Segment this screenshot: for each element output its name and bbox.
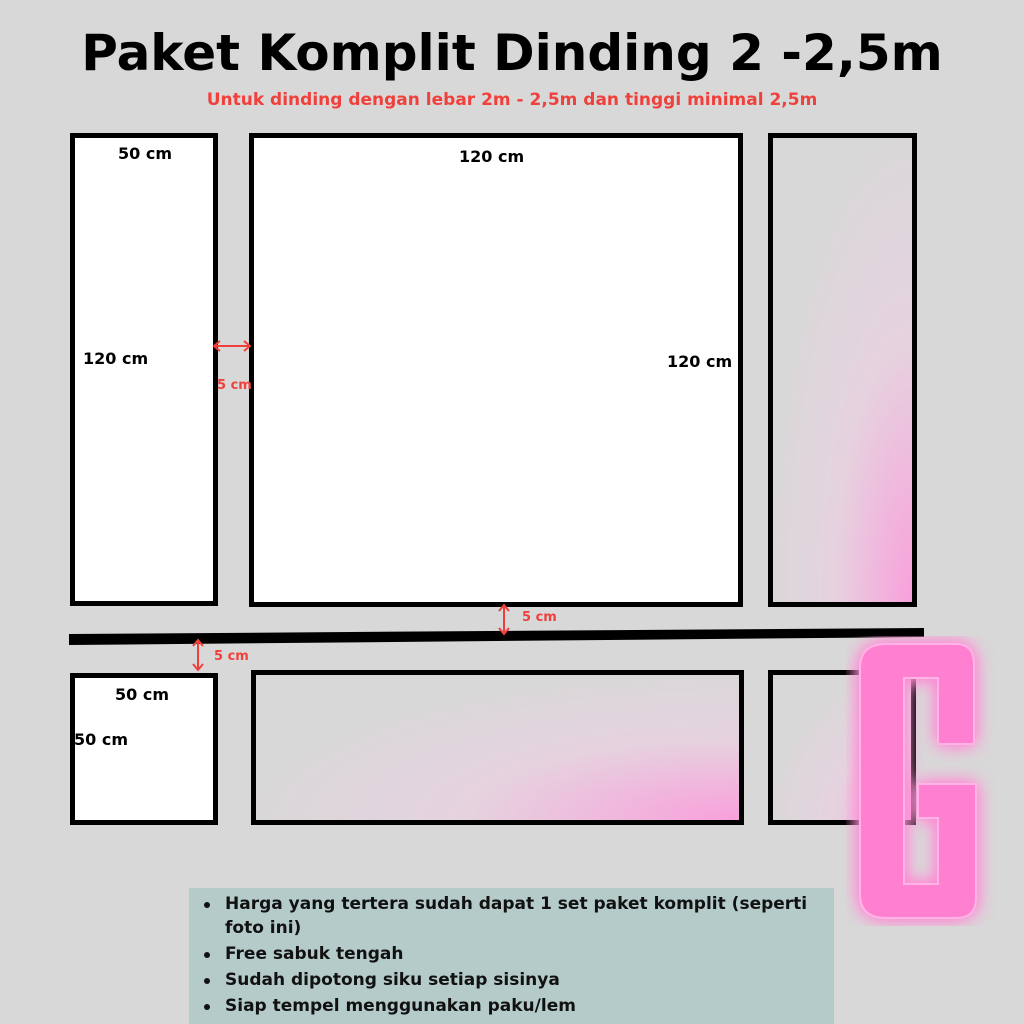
label-belt-to-bottom-gap: 5 cm bbox=[214, 649, 249, 664]
label-left-bottom-width: 50 cm bbox=[115, 685, 169, 704]
label-left-bottom-height: 50 cm bbox=[74, 730, 128, 749]
notes-box bbox=[189, 888, 834, 1024]
note-item: Siap tempel menggunakan paku/lem bbox=[225, 994, 824, 1018]
page-subtitle: Untuk dinding dengan lebar 2m - 2,5m dan tinggi minimal 2,5m bbox=[206, 90, 818, 110]
arrow-belt-to-bottom-gap bbox=[193, 640, 203, 670]
note-item: Free sabuk tengah bbox=[225, 942, 824, 966]
notes-list bbox=[225, 892, 824, 1018]
arrow-top-to-belt-gap bbox=[499, 605, 509, 634]
note-item: Sudah dipotong siku setiap sisinya bbox=[225, 968, 824, 992]
label-left-top-height: 120 cm bbox=[83, 349, 149, 368]
label-top-to-belt-gap: 5 cm bbox=[522, 610, 557, 625]
label-center-top-width: 120 cm bbox=[459, 147, 525, 166]
label-left-top-width: 50 cm bbox=[118, 144, 172, 163]
g-logo-icon bbox=[846, 636, 996, 926]
arrow-horizontal-gap bbox=[214, 341, 250, 351]
label-horizontal-gap: 5 cm bbox=[217, 378, 252, 393]
note-item: Harga yang tertera sudah dapat 1 set paket komplit (seperti foto ini) bbox=[225, 892, 824, 940]
label-center-top-height: 120 cm bbox=[667, 352, 733, 371]
page-title: Paket Komplit Dinding 2 -2,5m bbox=[81, 24, 943, 82]
